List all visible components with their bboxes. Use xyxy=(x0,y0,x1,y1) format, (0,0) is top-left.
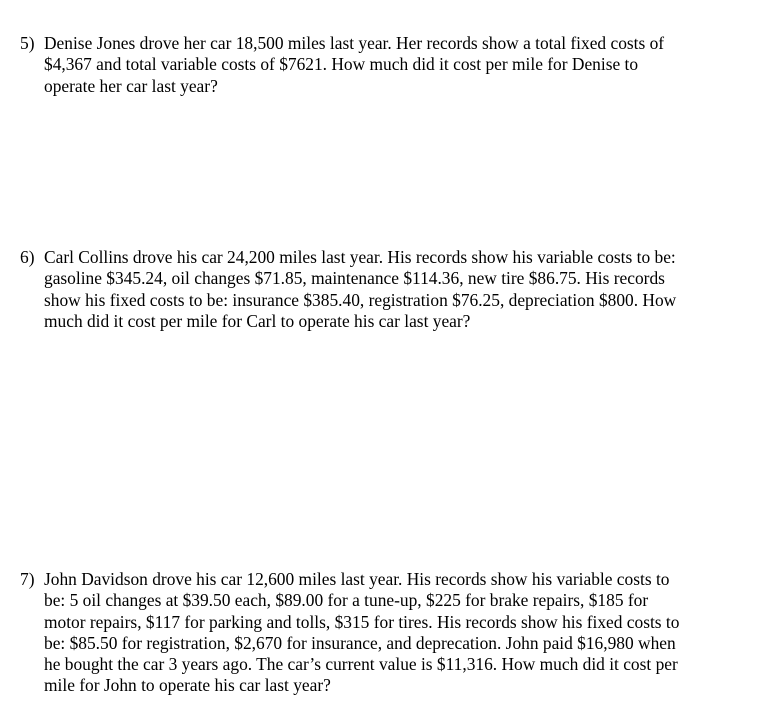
problem-6 xyxy=(20,247,750,332)
problem-number: 7) xyxy=(20,569,35,589)
problem-line: motor repairs, $117 for parking and tolls, $315 for tires. His records show his fixed costs to xyxy=(44,611,680,632)
problem-line: be: 5 oil changes at $39.50 each, $89.00 for a tune-up, $225 for brake repairs, $185 for xyxy=(44,590,649,611)
problem-line: $4,367 and total variable costs of $7621. How much did it cost per mile for Denise to xyxy=(44,54,639,75)
problem-line: Denise Jones drove her car 18,500 miles last year. Her records show a total fixed costs of xyxy=(44,33,665,53)
problem-line: show his fixed costs to be: insurance $385.40, registration $76.25, depreciation $800. How xyxy=(44,289,677,310)
problem-line: mile for John to operate his car last year? xyxy=(44,675,331,696)
problem-5 xyxy=(20,33,750,97)
problem-7 xyxy=(20,569,750,697)
problem-line: operate her car last year? xyxy=(44,75,218,96)
problem-line: much did it cost per mile for Carl to operate his car last year? xyxy=(44,310,471,331)
problem-number: 6) xyxy=(20,247,35,267)
problem-number: 5) xyxy=(20,33,35,53)
problem-text xyxy=(44,569,750,697)
problem-line: he bought the car 3 years ago. The car’s current value is $11,316. How much did it cost per xyxy=(44,654,678,675)
problem-line: gasoline $345.24, oil changes $71.85, maintenance $114.36, new tire $86.75. His records xyxy=(44,268,665,289)
problem-line: Carl Collins drove his car 24,200 miles last year. His records show his variable costs to be: xyxy=(44,247,676,267)
problem-line: be: $85.50 for registration, $2,670 for insurance, and deprecation. John paid $16,980 when xyxy=(44,632,676,653)
problem-text xyxy=(44,33,750,97)
problem-text xyxy=(44,247,750,332)
problem-line: John Davidson drove his car 12,600 miles last year. His records show his variable costs to xyxy=(44,569,670,589)
